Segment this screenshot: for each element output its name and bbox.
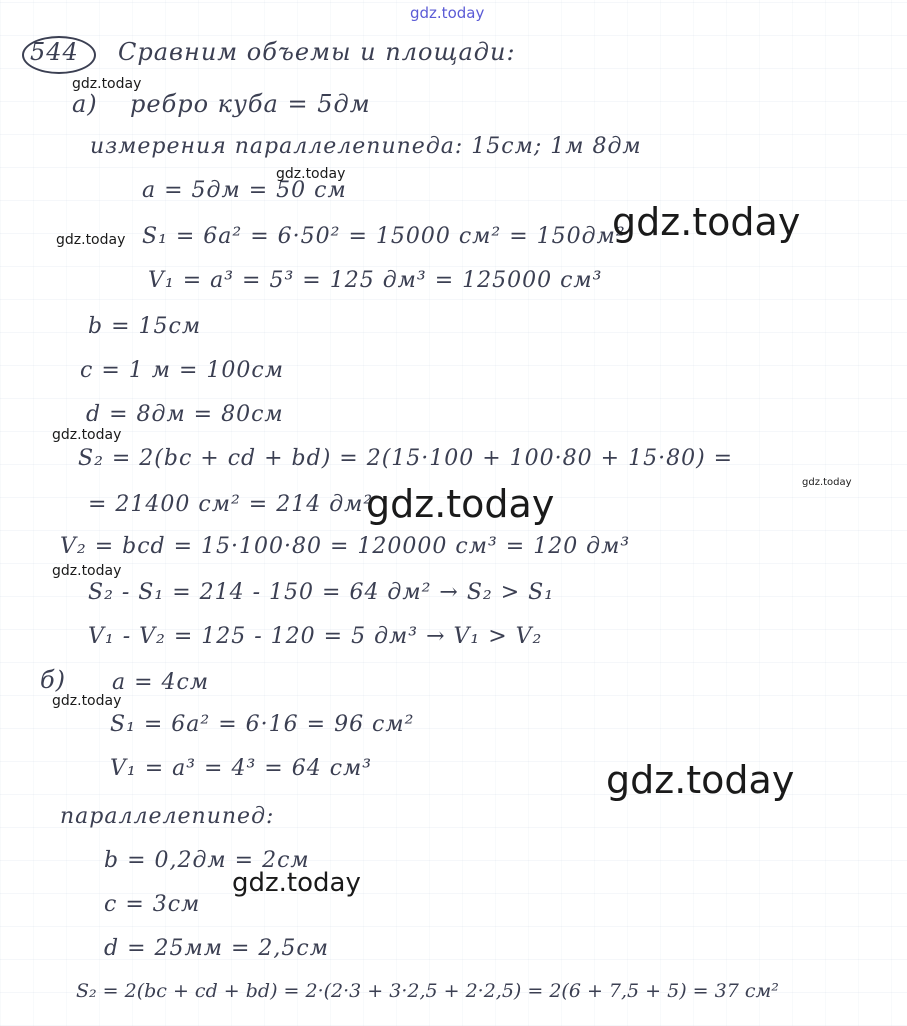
heading: Сравним объемы и площади:: [118, 38, 516, 66]
watermark: gdz.today: [56, 232, 126, 248]
line-a12: S₂ - S₁ = 214 - 150 = 64 дм² → S₂ > S₁: [88, 580, 555, 605]
watermark: gdz.today: [606, 758, 795, 802]
line-b3: V₁ = a³ = 4³ = 64 см³: [110, 756, 373, 781]
watermark-top: gdz.today: [410, 4, 485, 22]
part-a-label: а): [72, 90, 98, 118]
line-b7: d = 25мм = 2,5см: [104, 936, 329, 961]
watermark: gdz.today: [52, 427, 122, 443]
part-b-label: б): [40, 666, 67, 694]
line-a10: = 21400 см² = 214 дм²: [88, 492, 374, 517]
line-b8: S₂ = 2(bc + cd + bd) = 2·(2·3 + 3·2,5 + 2·2,5) = 2(6 + 7,5 + 5) = 37 см²: [76, 980, 779, 1002]
watermark: gdz.today: [52, 693, 122, 709]
watermark: gdz.today: [802, 477, 852, 488]
line-a8: d = 8дм = 80см: [86, 402, 284, 427]
line-a13: V₁ - V₂ = 125 - 120 = 5 дм³ → V₁ > V₂: [88, 624, 543, 649]
line-a7: c = 1 м = 100см: [80, 358, 284, 383]
watermark: gdz.today: [72, 76, 142, 92]
line-a5: V₁ = a³ = 5³ = 125 дм³ = 125000 см³: [148, 268, 603, 293]
problem-number: 544: [30, 38, 79, 66]
line-b4: параллелепипед:: [60, 804, 275, 829]
line-a1: ребро куба = 5дм: [130, 90, 371, 118]
line-b1: a = 4см: [112, 670, 210, 695]
line-a4: S₁ = 6a² = 6·50² = 15000 см² = 150дм²: [142, 224, 626, 249]
watermark: gdz.today: [232, 868, 361, 898]
watermark: gdz.today: [612, 200, 801, 244]
line-a2: измерения параллелепипеда: 15см; 1м 8дм: [90, 134, 642, 159]
line-a3: a = 5дм = 50 см: [142, 178, 347, 203]
line-b6: c = 3см: [104, 892, 201, 917]
watermark: gdz.today: [52, 563, 122, 579]
watermark: gdz.today: [276, 166, 346, 182]
line-a11: V₂ = bcd = 15·100·80 = 120000 см³ = 120 дм³: [60, 534, 631, 559]
line-a9: S₂ = 2(bc + cd + bd) = 2(15·100 + 100·80 + 15·80) =: [78, 446, 734, 471]
line-a6: b = 15см: [88, 314, 202, 339]
watermark: gdz.today: [366, 482, 555, 526]
line-b2: S₁ = 6a² = 6·16 = 96 см²: [110, 712, 415, 737]
line-b5: b = 0,2дм = 2см: [104, 848, 310, 873]
